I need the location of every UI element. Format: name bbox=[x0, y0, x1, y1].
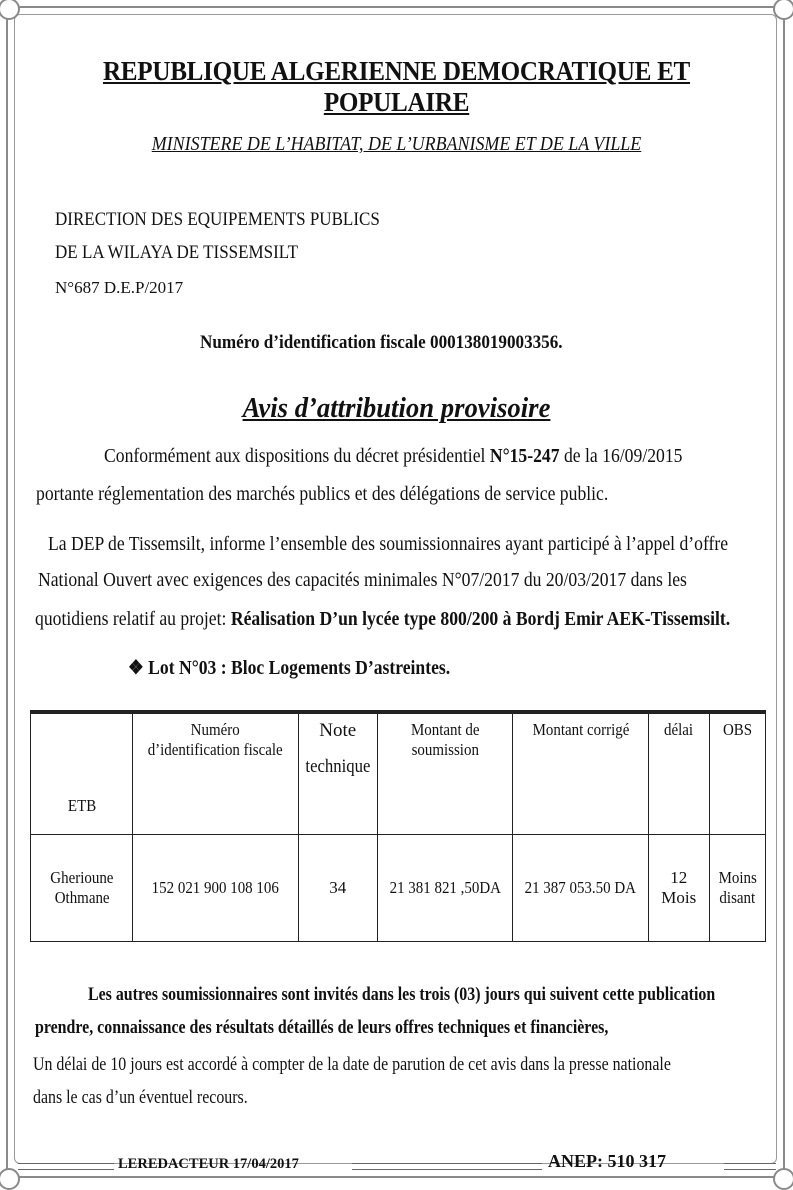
closing-paragraph-line-1: Les autres soumissionnaires sont invités dans les trois (03) jours qui suivent cette publication bbox=[88, 985, 716, 1005]
p1-text-end: de la 16/09/2015 bbox=[559, 445, 683, 467]
header-nif: Numéro d’identification fiscale bbox=[133, 714, 298, 835]
cell-note: 34 bbox=[298, 835, 377, 942]
ministry-heading: MINISTERE DE L’HABITAT, DE L’URBANISME ET DE LA VILLE bbox=[151, 134, 642, 155]
cell-montant-corrige: 21 387 053.50 DA bbox=[513, 835, 649, 942]
header-montant-corrige: Montant corrigé bbox=[513, 714, 649, 835]
cell-delai: 12 Mois bbox=[648, 835, 709, 942]
cell-montant-soumission: 21 381 821 ,50DA bbox=[377, 835, 513, 942]
direction-line-2: DE LA WILAYA DE TISSEMSILT bbox=[55, 243, 299, 263]
fiscal-id: Numéro d’identification fiscale 000138019003356. bbox=[200, 332, 563, 353]
header-etb: ETB bbox=[31, 714, 133, 835]
header-obs: OBS bbox=[709, 714, 765, 835]
republic-heading: REPUBLIQUE ALGERIENNE DEMOCRATIQUE ET POPULAIRE bbox=[102, 56, 691, 117]
notice-title: Avis d’attribution provisoire bbox=[242, 392, 551, 424]
reference-number: N°687 D.E.P/2017 bbox=[55, 278, 184, 297]
header-note: Note technique bbox=[298, 714, 377, 835]
header-montant-soumission: Montant de soumission bbox=[377, 714, 513, 835]
notice-paragraph-5 bbox=[35, 608, 730, 631]
cell-nif: 152 021 900 108 106 bbox=[133, 835, 298, 942]
corner-ornament-top-right bbox=[773, 0, 793, 20]
header-delai: délai bbox=[648, 714, 709, 835]
closing-paragraph-line-3: Un délai de 10 jours est accordé à compter de la date de parution de cet avis dans la presse nationale bbox=[33, 1055, 671, 1075]
closing-paragraph-line-2: prendre, connaissance des résultats détaillés de leurs offres techniques et financières, bbox=[35, 1018, 609, 1038]
table-row bbox=[31, 835, 766, 942]
cell-etb: Gherioune Othmane bbox=[31, 835, 133, 942]
footer-rule-right bbox=[724, 1163, 776, 1170]
notice-paragraph-2: portante réglementation des marchés publics et des délégations de service public. bbox=[36, 483, 609, 505]
corner-ornament-bottom-left bbox=[0, 1168, 20, 1190]
notice-paragraph-3: La DEP de Tissemsilt, informe l’ensemble des soumissionnaires ayant participé à l’appel d’offre bbox=[48, 533, 729, 555]
cell-obs: Moinsdisant bbox=[709, 835, 765, 942]
notice-paragraph-1 bbox=[104, 445, 682, 468]
direction-line-1: DIRECTION DES EQUIPEMENTS PUBLICS bbox=[55, 210, 380, 230]
footer-rule-middle bbox=[352, 1163, 542, 1170]
p5-text-start: quotidiens relatif au projet: bbox=[35, 608, 231, 630]
corner-ornament-bottom-right bbox=[773, 1168, 793, 1190]
results-table bbox=[30, 710, 766, 942]
anep-number: ANEP: 510 317 bbox=[548, 1151, 666, 1171]
closing-paragraph-line-4: dans le cas d’un éventuel recours. bbox=[33, 1088, 248, 1108]
lot-line: ❖ Lot N°03 : Bloc Logements D’astreintes. bbox=[128, 657, 451, 679]
publication-source: LEREDACTEUR 17/04/2017 bbox=[118, 1156, 299, 1172]
table-header-row bbox=[31, 714, 766, 835]
p1-text-start: Conformément aux dispositions du décret présidentiel bbox=[104, 445, 490, 467]
project-name: Réalisation D’un lycée type 800/200 à Bordj Emir AEK-Tissemsilt. bbox=[230, 608, 731, 630]
p1-decree-number: N°15-247 bbox=[489, 445, 560, 467]
notice-paragraph-4: National Ouvert avec exigences des capacités minimales N°07/2017 du 20/03/2017 dans les bbox=[38, 569, 687, 591]
footer-rule-left bbox=[18, 1163, 114, 1170]
